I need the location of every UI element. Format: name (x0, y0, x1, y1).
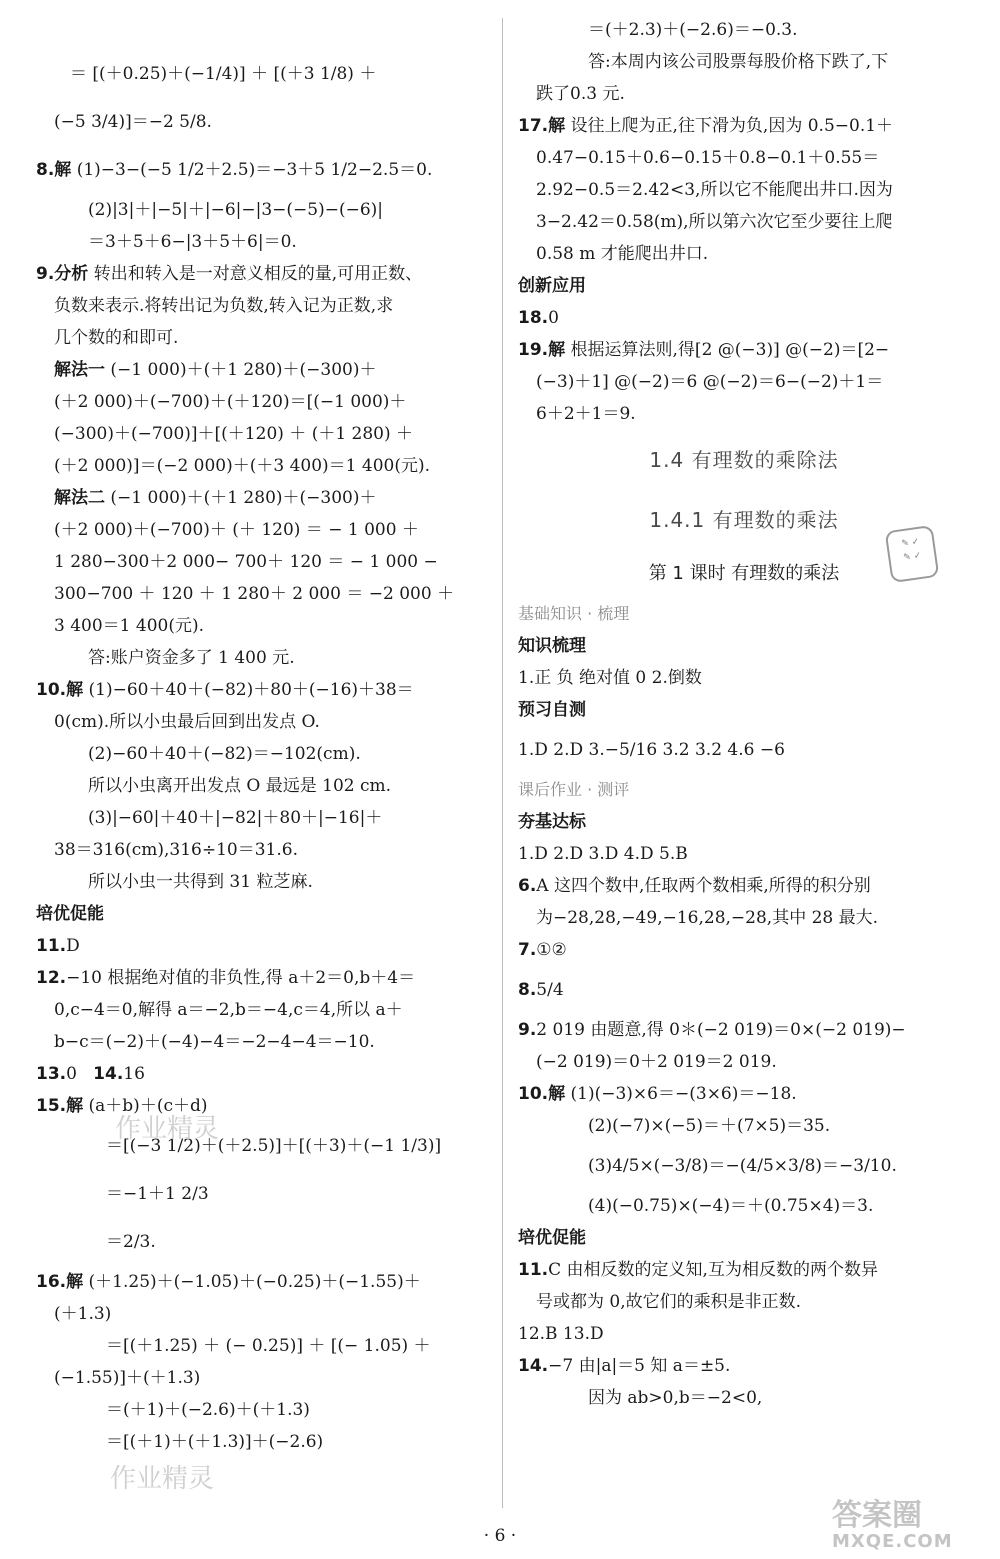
column-divider (502, 18, 503, 1508)
question-number: 8.解 (36, 160, 72, 180)
question-number: 6. (518, 876, 537, 896)
watermark: 作业精灵 (115, 1114, 220, 1144)
section-subtitle: 课后作业 · 测评 (518, 780, 630, 799)
text-line: 38＝316(cm),316÷10＝31.6. (54, 840, 298, 860)
section-heading: 预习自测 (518, 700, 586, 720)
method-label: 解法二 (54, 488, 105, 508)
text-line: 1.D 2.D 3.−5/16 3.2 3.2 4.6 −6 (518, 740, 785, 760)
text-line: ＝[(＋1.25) ＋ (− 0.25)] ＋ [(− 1.05) ＋ (106, 1336, 431, 1356)
text-line: 所以小虫一共得到 31 粒芝麻. (88, 872, 313, 892)
text-line: (2)|3|＋|−5|＋|−6|−|3−(−5)−(−6)| (88, 200, 384, 220)
text-line: 为−28,28,−49,−16,28,−28,其中 28 最大. (536, 908, 879, 928)
text-line: (−1 000)＋(＋1 280)＋(−300)＋ (110, 488, 377, 508)
text-line: 0.58 m 才能爬出井口. (536, 244, 709, 264)
text-line: ＝−1＋1 2/3 (106, 1184, 209, 1204)
text-line: (＋2 000)]＝(−2 000)＋(＋3 400)＝1 400(元). (54, 456, 431, 476)
text-line: 因为 ab>0,b＝−2<0, (588, 1388, 763, 1408)
question-number: 13. (36, 1064, 67, 1084)
section-heading: 培优促能 (36, 904, 104, 924)
text-line: 转出和转入是一对意义相反的量,可用正数、 (93, 264, 423, 284)
text-line: 0(cm).所以小虫最后回到出发点 O. (54, 712, 320, 732)
text-line: 跌了0.3 元. (536, 84, 625, 104)
section-heading: 创新应用 (518, 276, 586, 296)
section-subtitle: 基础知识 · 梳理 (518, 604, 630, 623)
text-line: 根据运算法则,得[2 @(−3)] @(−2)＝[2− (570, 340, 890, 360)
text-line: 号或都为 0,故它们的乘积是非正数. (536, 1292, 802, 1312)
question-number: 14. (93, 1064, 124, 1084)
answer-value: ①② (536, 940, 567, 960)
text-line: (1)−60＋40＋(−82)＋80＋(−16)＋38＝ (88, 680, 414, 700)
question-number: 12. (36, 968, 67, 988)
question-number: 8. (518, 980, 537, 1000)
hand-drawn-stamp-icon: ✎ ✓ ✎ ✓ (885, 525, 940, 583)
text-line: (2)(−7)×(−5)＝＋(7×5)＝35. (588, 1116, 831, 1136)
text-line: A 这四个数中,任取两个数相乘,所得的积分别 (536, 876, 871, 896)
text-line: ＝ [(＋0.25)＋(−1/4)] ＋ [(＋3 1/8) ＋ (70, 64, 377, 84)
text-line: 1.正 负 绝对值 0 2.倒数 (518, 668, 702, 688)
text-line: 1 280−300＋2 000− 700＋ 120 ＝ − 1 000 − (54, 552, 438, 572)
text-line: (3)4/5×(−3/8)＝−(4/5×3/8)＝−3/10. (588, 1156, 897, 1176)
text-line: (−300)＋(−700)]＋[(＋120) ＋ (＋1 280) ＋ (54, 424, 414, 444)
text-line: (−5 3/4)]＝−2 5/8. (54, 112, 212, 132)
logo-text: 答案圈 (832, 1498, 922, 1533)
answer-value: 0 (66, 1064, 77, 1084)
text-line: ＝[(＋1)＋(＋1.3)]＋(−2.6) (106, 1432, 324, 1452)
text-line: (2)−60＋40＋(−82)＝−102(cm). (88, 744, 361, 764)
left-column (36, 50, 488, 1458)
question-number: 15.解 (36, 1096, 84, 1116)
question-number: 19.解 (518, 340, 566, 360)
question-number: 9. (518, 1020, 537, 1040)
text-line: 3−2.42＝0.58(m),所以第六次它至少要往上爬 (536, 212, 893, 232)
logo-url: MXQE.COM (832, 1531, 953, 1552)
text-line: 2.92−0.5＝2.42<3,所以它不能爬出井口.因为 (536, 180, 893, 200)
right-column (518, 14, 970, 1414)
section-heading: 培优促能 (518, 1228, 586, 1248)
text-line: (−1.55)]＋(＋1.3) (54, 1368, 201, 1388)
question-number: 9.分析 (36, 264, 89, 284)
answer-value: 5/4 (536, 980, 564, 1000)
text-line: 所以小虫离开出发点 O 最远是 102 cm. (88, 776, 392, 796)
text-line: (＋2 000)＋(−700)＋(＋120)＝[(−1 000)＋ (54, 392, 407, 412)
question-number: 16.解 (36, 1272, 84, 1292)
question-number: 7. (518, 940, 537, 960)
text-line: 6＋2＋1＝9. (536, 404, 636, 424)
text-line: 3 400＝1 400(元). (54, 616, 205, 636)
text-line: 几个数的和即可. (54, 328, 179, 348)
text-line: 2 019 由题意,得 0＊(−2 019)＝0×(−2 019)− (536, 1020, 906, 1040)
question-number: 18. (518, 308, 549, 328)
answer-value: 0 (548, 308, 559, 328)
text-line: ＝(＋2.3)＋(−2.6)＝−0.3. (588, 20, 798, 40)
subsection-title: 1.4.1 有理数的乘法 (649, 508, 839, 532)
text-line: 0,c−4＝0,解得 a＝−2,b＝−4,c＝4,所以 a＋ (54, 1000, 403, 1020)
text-line: (−2 019)＝0＋2 019＝2 019. (536, 1052, 777, 1072)
text-line: (1)(−3)×6＝−(3×6)＝−18. (570, 1084, 797, 1104)
question-number: 10.解 (36, 680, 84, 700)
answer-value: D (66, 936, 80, 956)
text-line: b−c＝(−2)＋(−4)−4＝−2−4−4＝−10. (54, 1032, 375, 1052)
text-line: (3)|−60|＋40＋|−82|＋80＋|−16|＋ (88, 808, 383, 828)
answer-line: 答:账户资金多了 1 400 元. (88, 648, 295, 668)
text-line: ＝(＋1)＋(−2.6)＋(＋1.3) (106, 1400, 310, 1420)
text-line: 0.47−0.15＋0.6−0.15＋0.8−0.1＋0.55＝ (536, 148, 880, 168)
text-line: (a＋b)＋(c＋d) (88, 1096, 208, 1116)
text-line: (1)−3−(−5 1/2＋2.5)＝−3＋5 1/2−2.5＝0. (76, 160, 433, 180)
text-line: (＋1.3) (54, 1304, 112, 1324)
method-label: 解法一 (54, 360, 105, 380)
question-number: 14. (518, 1356, 549, 1376)
answer-line: 答:本周内该公司股票每股价格下跌了,下 (588, 52, 889, 72)
text-line: ＝3＋5＋6−|3＋5＋6|＝0. (88, 232, 297, 252)
lesson-title: 第 1 课时 有理数的乘法 (648, 563, 840, 584)
text-line: 12.B 13.D (518, 1324, 604, 1344)
question-number: 11. (518, 1260, 549, 1280)
section-title: 1.4 有理数的乘除法 (649, 448, 839, 472)
question-number: 11. (36, 936, 67, 956)
text-line: ＝2/3. (106, 1232, 156, 1252)
text-line: (−3)＋1] @(−2)＝6 @(−2)＝6−(−2)＋1＝ (536, 372, 884, 392)
text-line: −7 由|a|＝5 知 a＝±5. (548, 1356, 731, 1376)
section-heading: 知识梳理 (518, 636, 586, 656)
section-heading: 夯基达标 (518, 812, 586, 832)
text-line: 1.D 2.D 3.D 4.D 5.B (518, 844, 688, 864)
text-line: 设往上爬为正,往下滑为负,因为 0.5−0.1＋ (570, 116, 894, 136)
text-line: 负数来表示.将转出记为负数,转入记为正数,求 (54, 296, 394, 316)
text-line: (4)(−0.75)×(−4)＝＋(0.75×4)＝3. (588, 1196, 874, 1216)
text-line: (−1 000)＋(＋1 280)＋(−300)＋ (110, 360, 377, 380)
text-line: −10 根据绝对值的非负性,得 a＋2＝0,b＋4＝ (66, 968, 416, 988)
text-line: 300−700 ＋ 120 ＋ 1 280＋ 2 000 ＝ −2 000 ＋ (54, 584, 455, 604)
page-number: · 6 · (483, 1526, 517, 1546)
question-number: 17.解 (518, 116, 566, 136)
text-line: C 由相反数的定义知,互为相反数的两个数异 (548, 1260, 878, 1280)
question-number: 10.解 (518, 1084, 566, 1104)
answer-value: 16 (123, 1064, 145, 1084)
watermark: 作业精灵 (110, 1464, 215, 1494)
text-line: (＋1.25)＋(−1.05)＋(−0.25)＋(−1.55)＋ (88, 1272, 421, 1292)
text-line: ＝[(−3 1/2)＋(＋2.5)]＋[(＋3)＋(−1 1/3)] (106, 1136, 442, 1156)
text-line: (＋2 000)＋(−700)＋ (＋ 120) ＝ − 1 000 ＋ (54, 520, 419, 540)
